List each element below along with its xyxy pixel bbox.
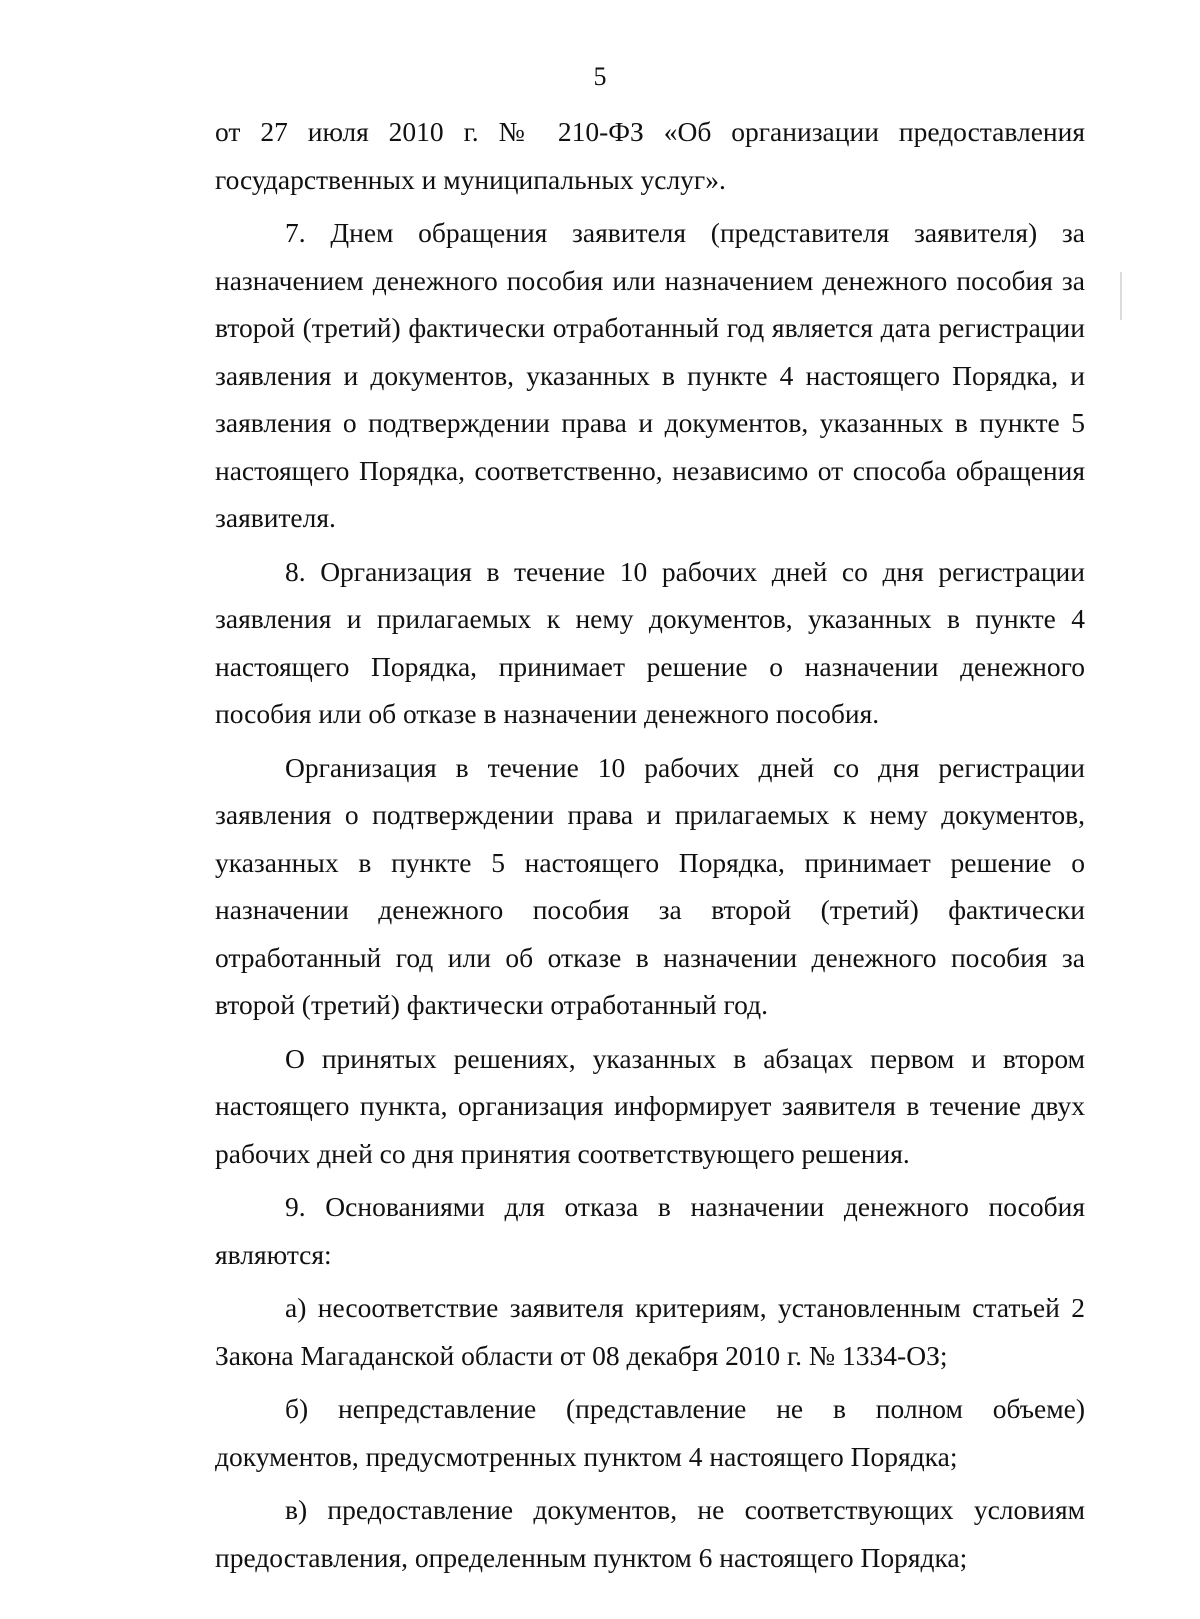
- scan-margin-mark: [1120, 272, 1122, 320]
- paragraph-continuation: от 27 июля 2010 г. № 210-ФЗ «Об организации предоставления государственных и муниципальных услуг».: [215, 116, 1085, 195]
- paragraph-item-8-second: Организация в течение 10 рабочих дней со дня регистрации заявления о подтверждении права и прилагаемых к нему документов, указанных в пункте 5 настоящего Порядка, принимает решение о назначении денежного пособия за второй (третий) фактически отработанный год или об отказе в назначении денежного пособия за второй (третий) фактически отработанный год.: [215, 751, 1085, 1020]
- paragraph-item-9: 9. Основаниями для отказа в назначении денежного пособия являются:: [215, 1191, 1085, 1270]
- paragraph-item-9-b: б) непредставление (представление не в полном объеме) документов, предусмотренных пунктом 4 настоящего Порядка;: [215, 1393, 1085, 1472]
- paragraph-item-7: 7. Днем обращения заявителя (представителя заявителя) за назначением денежного пособия или назначением денежного пособия за второй (третий) фактически отработанный год является дата регистрации заявления и документов, указанных в пункте 4 настоящего Порядка, и заявления о подтверждении права и документов, указанных в пункте 5 настоящего Порядка, соответственно, независимо от способа обращения заявителя.: [215, 217, 1085, 533]
- document-body: [215, 108, 1085, 1587]
- paragraph-item-9-v: в) предоставление документов, не соответствующих условиям предоставления, определенным пунктом 6 настоящего Порядка;: [215, 1494, 1085, 1573]
- paragraph-item-8: 8. Организация в течение 10 рабочих дней со дня регистрации заявления и прилагаемых к нему документов, указанных в пункте 4 настоящего Порядка, принимает решение о назначении денежного пособия или об отказе в назначении денежного пособия.: [215, 555, 1085, 729]
- paragraph-item-8-third: О принятых решениях, указанных в абзацах первом и втором настоящего пункта, организация информирует заявителя в течение двух рабочих дней со дня принятия соответствующего решения.: [215, 1042, 1085, 1169]
- page-number: 5: [593, 62, 607, 91]
- paragraph-item-9-a: а) несоответствие заявителя критериям, установленным статьей 2 Закона Магаданской области от 08 декабря 2010 г. № 1334-ОЗ;: [215, 1292, 1085, 1371]
